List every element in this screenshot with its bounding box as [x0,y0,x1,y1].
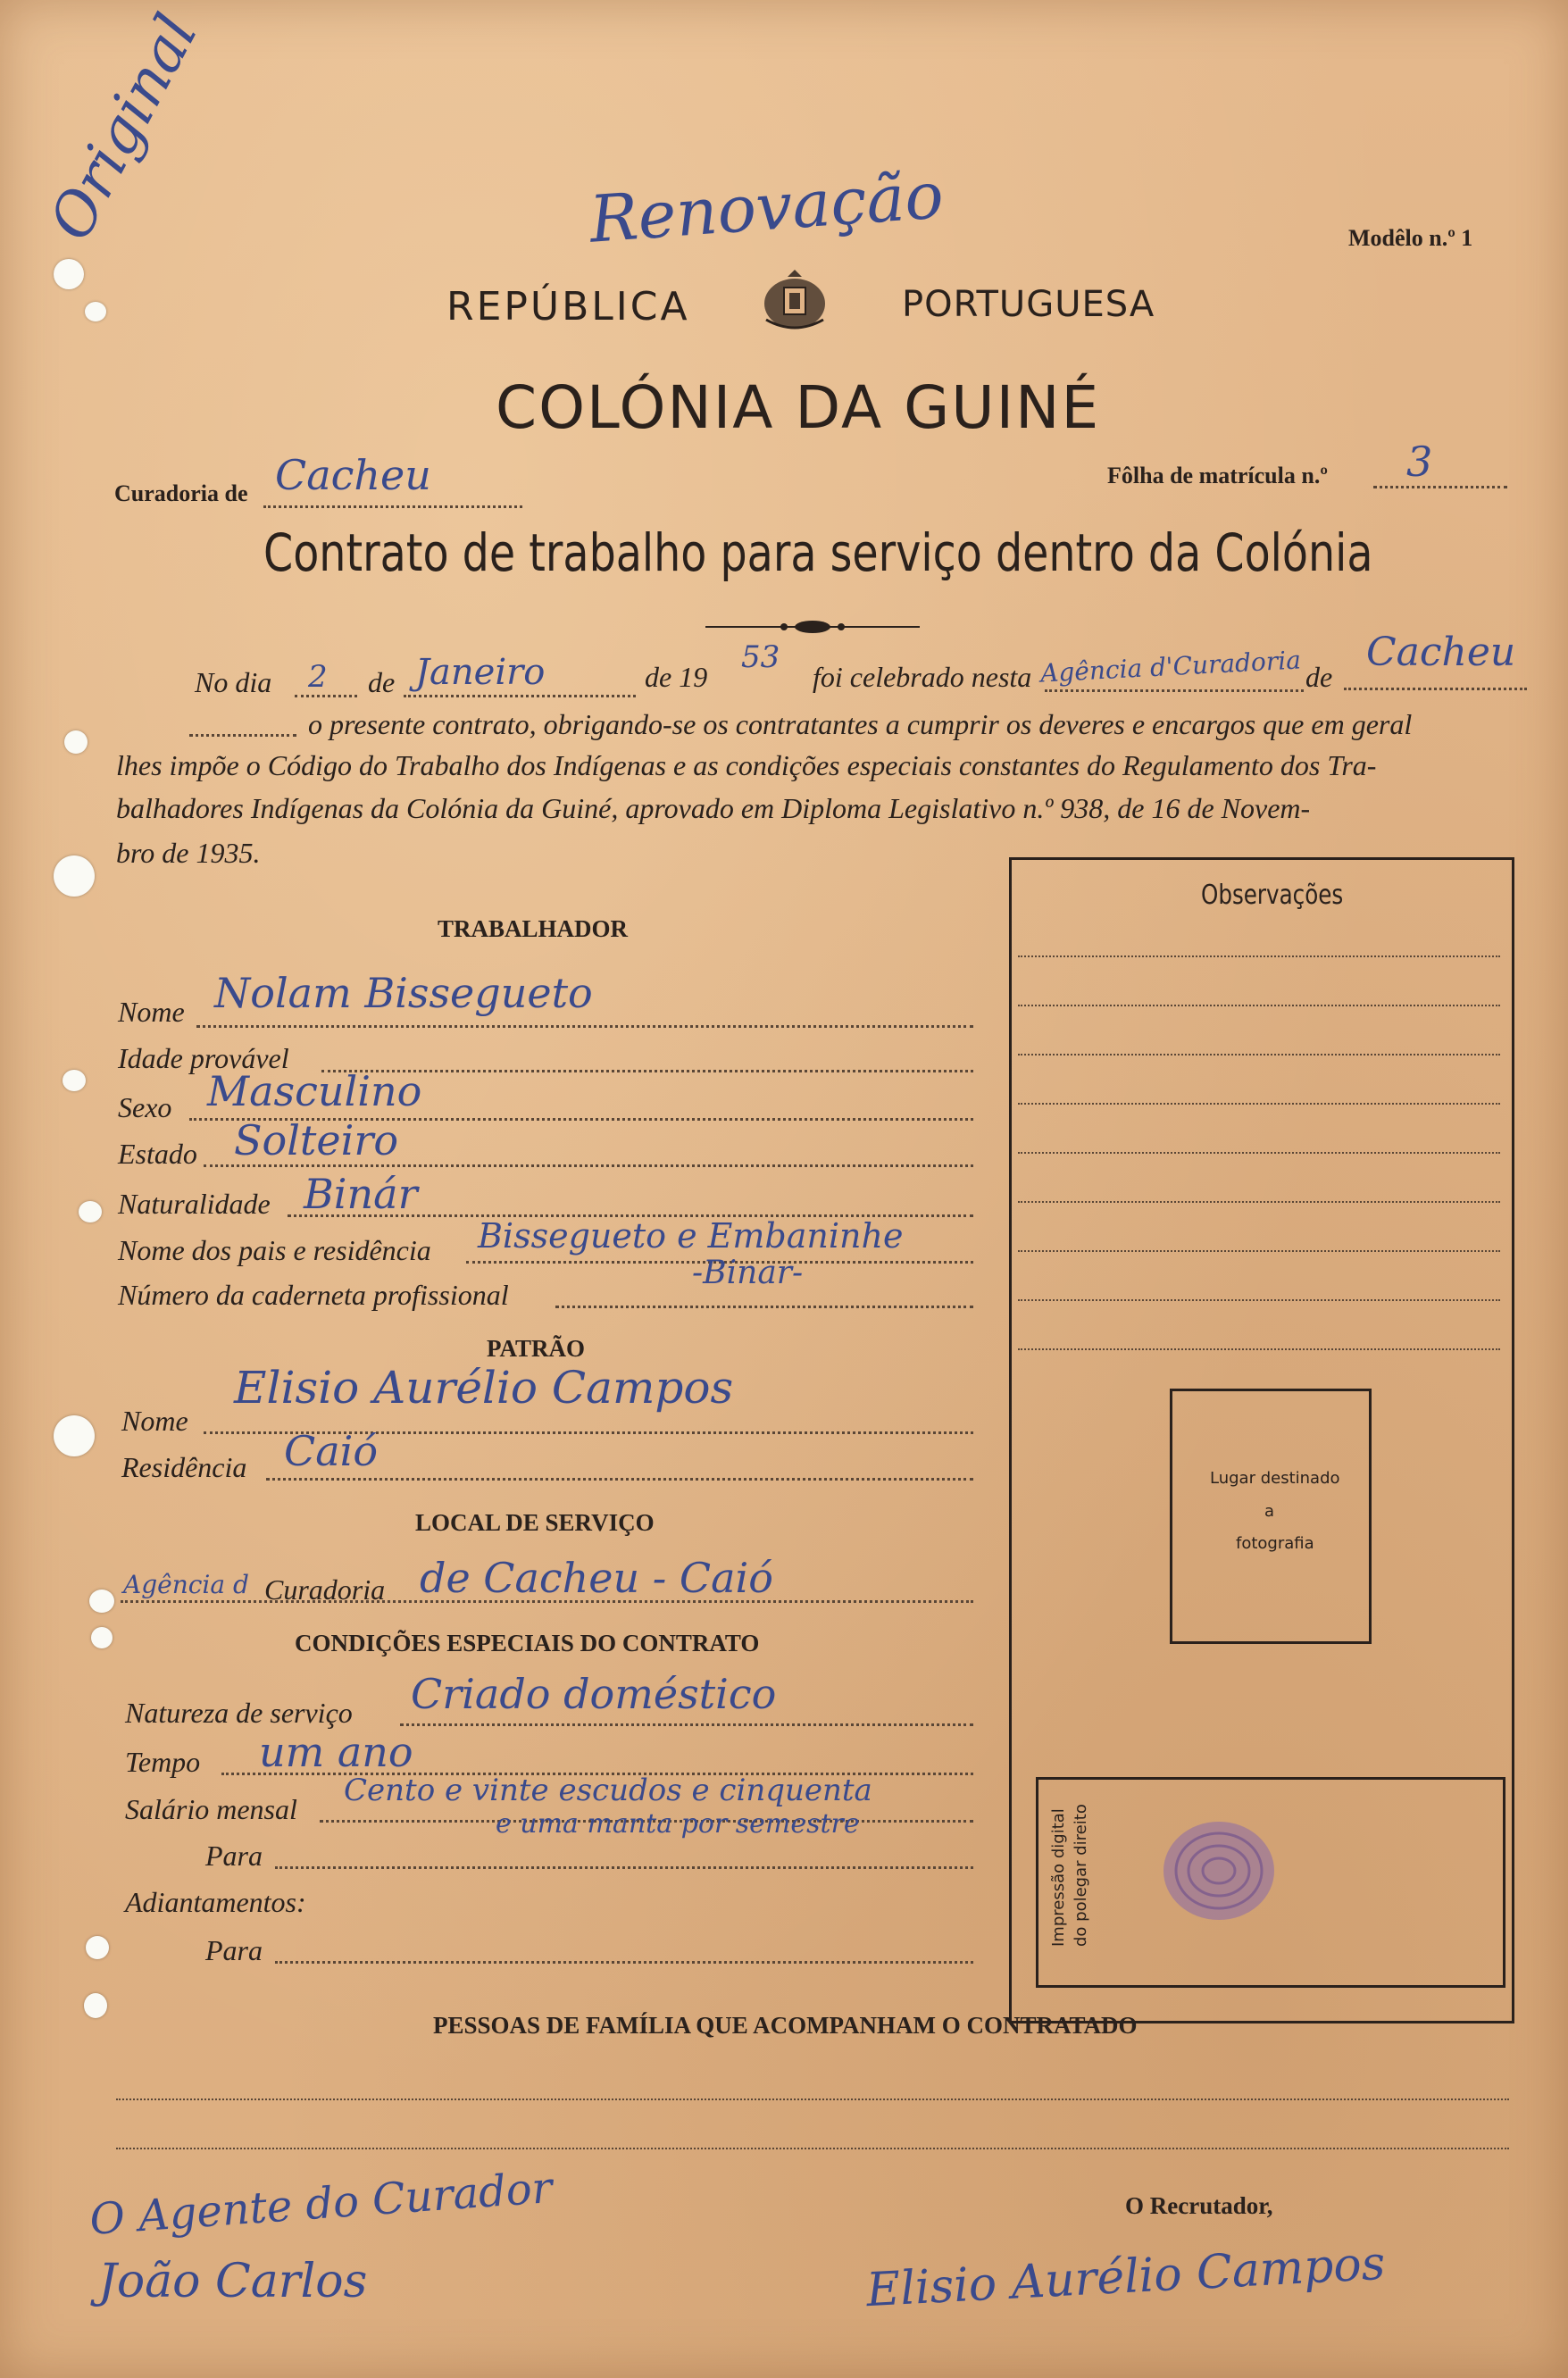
city-dots [1344,688,1527,690]
residencia-dots [266,1478,973,1481]
nome-label: Nome [118,996,185,1028]
para-label: Para [205,1840,263,1872]
folha-dots [1373,486,1507,488]
local-label: Curadoria [264,1573,386,1606]
intro-p2: de [368,666,396,698]
residencia-value: Caió [284,1427,379,1475]
familia-heading: PESSOAS DE FAMÍLIA QUE ACOMPANHAM O CONTRATADO [433,2012,1138,2039]
punch-hole [63,1070,86,1091]
familia-line [116,2148,1509,2149]
intro-p4: foi celebrado nesta [813,661,1032,693]
obs-line [1018,1348,1500,1350]
local-heading: LOCAL DE SERVIÇO [415,1509,655,1536]
month-dots [404,695,636,697]
republic-left: REPÚBLICA [446,284,690,330]
right-signature: Elisio Aurélio Campos [864,2236,1387,2318]
idade-label: Idade provável [118,1042,289,1074]
obs-line [1018,1299,1500,1301]
naturalidade-label: Naturalidade [118,1188,271,1220]
trabalhador-heading: TRABALHADOR [438,915,629,942]
sexo-value: Masculino [207,1067,422,1115]
punch-hole [91,1627,113,1648]
obs-line [1018,1054,1500,1055]
patrao-nome-value: Elisio Aurélio Campos [234,1362,734,1414]
local-value: de Cacheu - Caió [420,1554,773,1602]
line2-dots [189,734,296,737]
photo-line2: a [1264,1502,1275,1521]
folha-value: 3 [1406,438,1433,486]
place-dots [1045,689,1304,692]
naturalidade-value: Binár [304,1170,418,1218]
salario-value: Cento e vinte escudos e cinquenta [344,1773,872,1808]
caderneta-dots [555,1306,973,1308]
curadoria-dots [263,505,522,508]
condicoes-heading: CONDIÇÕES ESPECIAIS DO CONTRATO [295,1630,760,1656]
punch-hole [84,1993,107,2018]
intro-line4: balhadores Indígenas da Colónia da Guiné, aprovado em Diploma Legislativo n.º 938, de 16 de Novem- [116,792,1311,824]
coat-of-arms-icon [750,266,839,338]
curadoria-value: Cacheu [275,451,431,499]
ornament-divider [705,616,920,638]
observacoes-heading: Observações [1201,880,1344,911]
thumb-line1: Impressão digital [1049,1808,1068,1947]
estado-label: Estado [118,1138,197,1170]
republic-right: PORTUGUESA [902,284,1155,325]
residencia-label: Residência [121,1451,247,1483]
familia-line [116,2098,1509,2100]
salario-label: Salário mensal [125,1793,297,1825]
local-prefix: Agência d [123,1570,249,1599]
contract-title: Contrato de trabalho para serviço dentro da Colónia [263,522,1373,583]
natureza-value: Criado doméstico [411,1670,777,1718]
punch-hole [64,730,88,754]
original-annotation: Original [36,3,212,252]
natureza-dots [400,1723,973,1726]
obs-line [1018,1201,1500,1203]
photo-line1: Lugar destinado [1210,1469,1340,1488]
obs-line [1018,1250,1500,1252]
para2-dots [275,1961,973,1964]
estado-dots [204,1164,973,1167]
punch-hole [54,1415,95,1456]
model-number: Modêlo n.º 1 [1348,225,1473,251]
patrao-nome-label: Nome [121,1405,188,1437]
left-signature-2: João Carlos [98,2255,368,2308]
intro-month: Janeiro [415,652,546,693]
nome-dots [196,1025,973,1028]
folha-label: Fôlha de matrícula n.º [1107,463,1328,488]
punch-hole [54,259,84,289]
intro-city: Cacheu [1366,630,1516,675]
intro-day: 2 [308,659,328,695]
obs-line [1018,1005,1500,1006]
colony-title: COLÓNIA DA GUINÉ [496,373,1101,442]
intro-line5: bro de 1935. [116,837,261,869]
pais-value2: -Binar- [692,1255,804,1291]
para2-label: Para [205,1934,263,1966]
punch-hole [89,1590,114,1613]
photo-line3: fotografia [1236,1534,1314,1553]
natureza-label: Natureza de serviço [125,1697,353,1729]
curadoria-label: Curadoria de [114,480,248,506]
obs-line [1018,1103,1500,1105]
punch-hole [86,1936,109,1959]
thumb-line2: do polegar direito [1072,1804,1090,1947]
punch-hole [79,1201,102,1222]
intro-line3: lhes impõe o Código do Trabalho dos Indígenas e as condições especiais constantes do Regulamento dos Tra- [116,749,1377,781]
estado-value: Solteiro [234,1116,399,1164]
intro-p3: de 19 [645,661,708,693]
intro-p1: No dia [195,666,272,698]
renovacao-annotation: Renovação [587,157,947,257]
patrao-heading: PATRÃO [487,1335,585,1362]
tempo-value: um ano [259,1728,413,1776]
intro-place: Agência d'Curadoria [1039,645,1302,688]
obs-line [1018,1152,1500,1154]
tempo-label: Tempo [125,1746,201,1778]
intro-year: 53 [741,639,780,675]
pais-label: Nome dos pais e residência [118,1234,431,1266]
pais-value: Bissegueto e Embaninhe [478,1216,904,1256]
recrutador-label: O Recrutador, [1125,2192,1273,2219]
sexo-label: Sexo [118,1091,172,1123]
punch-hole [54,855,95,897]
caderneta-label: Número da caderneta profissional [118,1279,509,1311]
nome-value: Nolam Bissegueto [214,969,593,1017]
obs-line [1018,955,1500,957]
salario-value2: e uma manta por semestre [496,1808,860,1840]
intro-line2: o presente contrato, obrigando-se os contratantes a cumprir os deveres e encargos que em geral [308,708,1413,740]
thumbprint [1152,1808,1286,1933]
day-dots [295,695,357,697]
intro-p5: de [1305,661,1333,693]
para-dots [275,1866,973,1869]
left-signature-1: O Agente do Curador [88,2162,555,2246]
punch-hole [85,302,106,321]
adiantamentos-label: Adiantamentos: [125,1886,306,1918]
